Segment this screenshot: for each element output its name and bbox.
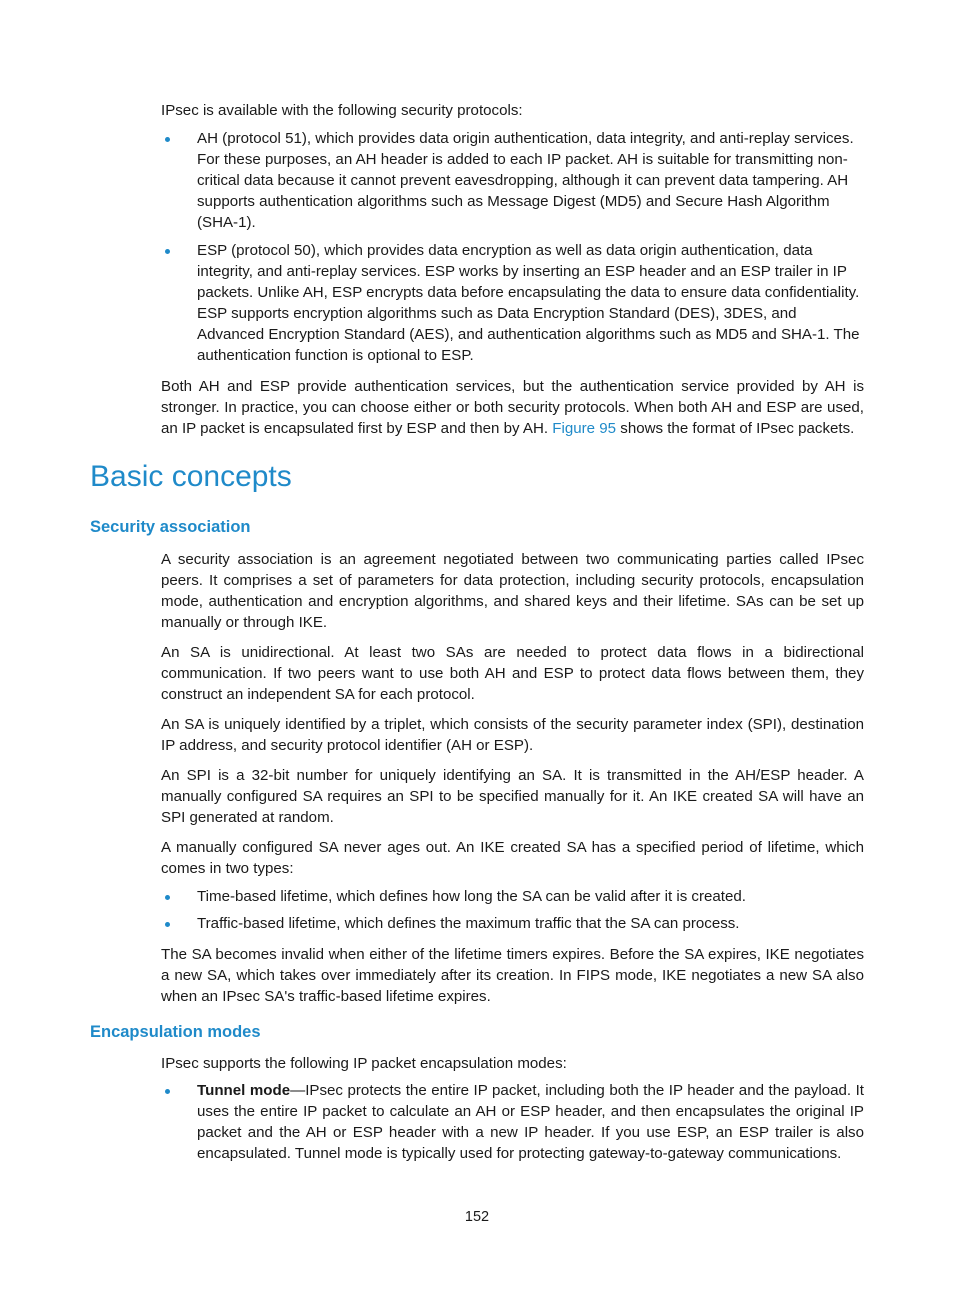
figure-link[interactable]: Figure 95 xyxy=(552,420,617,437)
intro-lead: IPsec is available with the following security protocols: xyxy=(161,102,523,119)
protocol-list xyxy=(161,128,864,366)
sa-paragraph: A security association is an agreement negotiated between two communicating parties called IPsec peers. It comprises a set of parameters for data protection, including security protocols, encapsulation mode, authentication and encryption algorithms, and shared keys and their lifetime. SAs can be set up manually or through IKE. xyxy=(161,551,864,631)
list-item xyxy=(161,886,864,907)
list-item xyxy=(161,240,864,366)
mode-list xyxy=(161,1080,864,1164)
encapsulation-lead: IPsec supports the following IP packet encapsulation modes: xyxy=(161,1055,567,1072)
bullet-icon xyxy=(165,1089,170,1094)
sa-paragraph: An SPI is a 32-bit number for uniquely identifying an SA. It is transmitted in the AH/ESP header. A manually configured SA requires an SPI to be specified manually for it. An IKE created SA will have an SPI generated at random. xyxy=(161,767,864,826)
list-item xyxy=(161,1080,864,1164)
sa-paragraph: The SA becomes invalid when either of the lifetime timers expires. Before the SA expires, IKE negotiates a new SA, which takes over immediately after its creation. In FIPS mode, IKE negotiates a new SA also when an IPsec SA's traffic-based lifetime expires. xyxy=(161,946,864,1005)
list-item xyxy=(161,128,864,233)
bullet-text-esp: ESP (protocol 50), which provides data encryption as well as data origin authentication, data integrity, and anti-replay services. ESP works by inserting an ESP header and an ESP trailer in IP packets. Unlike AH, ESP encrypts data before encapsulating the data to ensure data confidentiality. ESP supports encryption algorithms such as Data Encryption Standard (DES), 3DES, and Advanced Encryption Standard (AES), and authentication algorithms such as MD5 and SHA-1. The authentication function is optional to ESP. xyxy=(197,242,860,364)
summary-text-end: shows the format of IPsec packets. xyxy=(620,420,855,437)
security-association-heading: Security association xyxy=(90,518,251,536)
section-title: Basic concepts xyxy=(90,460,292,493)
list-item xyxy=(161,913,864,934)
bullet-text: Traffic-based lifetime, which defines the maximum traffic that the SA can process. xyxy=(197,915,740,932)
sa-paragraph: An SA is uniquely identified by a triplet, which consists of the security parameter index (SPI), destination IP address, and security protocol identifier (AH or ESP). xyxy=(161,716,864,754)
intro-block xyxy=(161,100,864,439)
bullet-icon xyxy=(165,895,170,900)
bullet-text: Time-based lifetime, which defines how long the SA can be valid after it is created. xyxy=(197,888,746,905)
bullet-text-ah: AH (protocol 51), which provides data origin authentication, data integrity, and anti-replay services. For these purposes, an AH header is added to each IP packet. AH is suitable for transmitting non-critical data because it cannot prevent eavesdropping, although it can prevent data tampering. AH supports authentication algorithms such as Message Digest (MD5) and Secure Hash Algorithm (SHA-1). xyxy=(197,130,854,231)
bullet-icon xyxy=(165,137,170,142)
bullet-icon xyxy=(165,249,170,254)
security-association-block xyxy=(161,549,864,1007)
lifetime-list xyxy=(161,886,864,934)
encapsulation-modes-heading: Encapsulation modes xyxy=(90,1023,261,1041)
sa-paragraph: An SA is unidirectional. At least two SAs are needed to protect data flows in a bidirectional communication. If two peers want to use both AH and ESP to protect data flows between them, they construct an independent SA for each protocol. xyxy=(161,644,864,703)
tunnel-mode-text: —IPsec protects the entire IP packet, including both the IP header and the payload. It uses the entire IP packet to calculate an AH or ESP header, and then encapsulates the original IP packet and the AH or ESP header with a new IP header. If you use ESP, an ESP trailer is also encapsulated. Tunnel mode is typically used for protecting gateway-to-gateway communications. xyxy=(197,1082,864,1162)
sa-paragraph: A manually configured SA never ages out. An IKE created SA has a specified period of lifetime, which comes in two types: xyxy=(161,839,864,877)
page-number: 152 xyxy=(464,1209,490,1225)
intro-summary xyxy=(161,376,864,439)
tunnel-mode-term: Tunnel mode xyxy=(197,1082,291,1099)
bullet-icon xyxy=(165,922,170,927)
summary-text: Both AH and ESP provide authentication services, but the authentication service provided by AH is stronger. In practice, you can choose either or both security protocols. When both AH and ESP are used, an IP packet is encapsulated first by ESP and then by AH. xyxy=(161,378,864,437)
encapsulation-modes-block xyxy=(161,1053,864,1164)
